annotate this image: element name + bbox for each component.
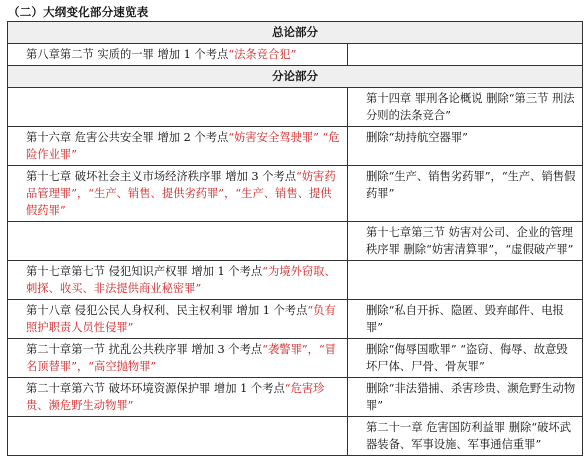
highlight-text: “为境外窃取、刺探、收买、非法提供商业秘密罪” (26, 265, 336, 295)
right-cell (348, 44, 583, 66)
cell-text: 删除“私自开拆、隐匿、毁弃邮件、电报罪” (366, 304, 564, 334)
table-row (8, 166, 583, 222)
table-row (8, 417, 583, 456)
cell-text: 第十七章第三节 妨害对公司、企业的管理秩序罪 删除“妨害清算罪”，“虚假破产罪” (366, 226, 574, 256)
section-title-specific: 分论部分 (8, 66, 583, 88)
right-cell (348, 166, 583, 222)
left-cell (8, 339, 348, 378)
highlight-text: “负有照护职责人员性侵罪” (26, 304, 336, 334)
highlight-text: “危害珍贵、濒危野生动物罪” (26, 382, 325, 412)
cell-text: 第二十一章 危害国防利益罪 删除“破坏武器装备、军事设施、军事通信重罪” (366, 421, 572, 451)
highlight-text: “妨害药品管理罪”，“生产、销售、提供劣药罪”，“生产、销售、提供假药罪” (26, 170, 336, 217)
left-cell (8, 378, 348, 417)
right-cell (348, 339, 583, 378)
left-cell (8, 166, 348, 222)
cell-text: 第十四章 罪刑各论概说 删除“第三节 刑法分则的法条竞合” (366, 92, 575, 122)
left-cell (8, 222, 348, 261)
cell-text: 第二十章第一节 扰乱公共秩序罪 增加 3 个考点 (26, 343, 263, 356)
left-cell (8, 44, 348, 66)
cell-text: 第八章第二节 实质的一罪 增加 1 个考点 (26, 48, 229, 61)
table-row (8, 44, 583, 66)
cell-text: 删除“非法猎捕、杀害珍贵、濒危野生动物罪” (366, 382, 576, 412)
highlight-text: “法条竞合犯” (228, 48, 297, 61)
cell-text: 第十六章 危害公共安全罪 增加 2 个考点 (26, 131, 229, 144)
cell-text: 第十八章 侵犯公民人身权利、民主权利罪 增加 1 个考点 (26, 304, 308, 317)
left-cell (8, 417, 348, 456)
right-cell (348, 88, 583, 127)
cell-text: 删除“生产、销售劣药罪”，“生产、销售假药罪” (366, 170, 576, 200)
left-cell (8, 88, 348, 127)
table-row (8, 339, 583, 378)
cell-text: 第十七章 破坏社会主义市场经济秩序罪 增加 3 个考点 (26, 170, 297, 183)
highlight-text: “妨害安全驾驶罪” “危险作业罪” (26, 131, 340, 161)
table-row (8, 300, 583, 339)
cell-text: 第十七章第七节 侵犯知识产权罪 增加 1 个考点 (26, 265, 263, 278)
section-header-general (8, 22, 583, 44)
table-row (8, 127, 583, 166)
outline-change-table (7, 21, 583, 456)
table-row (8, 261, 583, 300)
right-cell (348, 417, 583, 456)
right-cell (348, 222, 583, 261)
left-cell (8, 300, 348, 339)
right-cell (348, 261, 583, 300)
table-row (8, 88, 583, 127)
right-cell (348, 378, 583, 417)
right-cell (348, 300, 583, 339)
right-cell (348, 127, 583, 166)
page-title: （二）大纲变化部分速览表 (8, 5, 149, 19)
left-cell (8, 127, 348, 166)
cell-text: 第二十章第六节 破坏环境资源保护罪 增加 1 个考点 (26, 382, 285, 395)
highlight-text: “袭警罪”，“冒名顶替罪”，“高空抛物罪” (26, 343, 337, 373)
table-row (8, 222, 583, 261)
cell-text: 删除“侮辱国歌罪” “盗窃、侮辱、故意毁坏尸体、尸骨、骨灰罪” (366, 343, 568, 373)
table-row (8, 378, 583, 417)
section-header-specific (8, 66, 583, 88)
section-title-general: 总论部分 (8, 22, 583, 44)
left-cell (8, 261, 348, 300)
cell-text: 删除“劫持航空器罪” (366, 131, 468, 144)
